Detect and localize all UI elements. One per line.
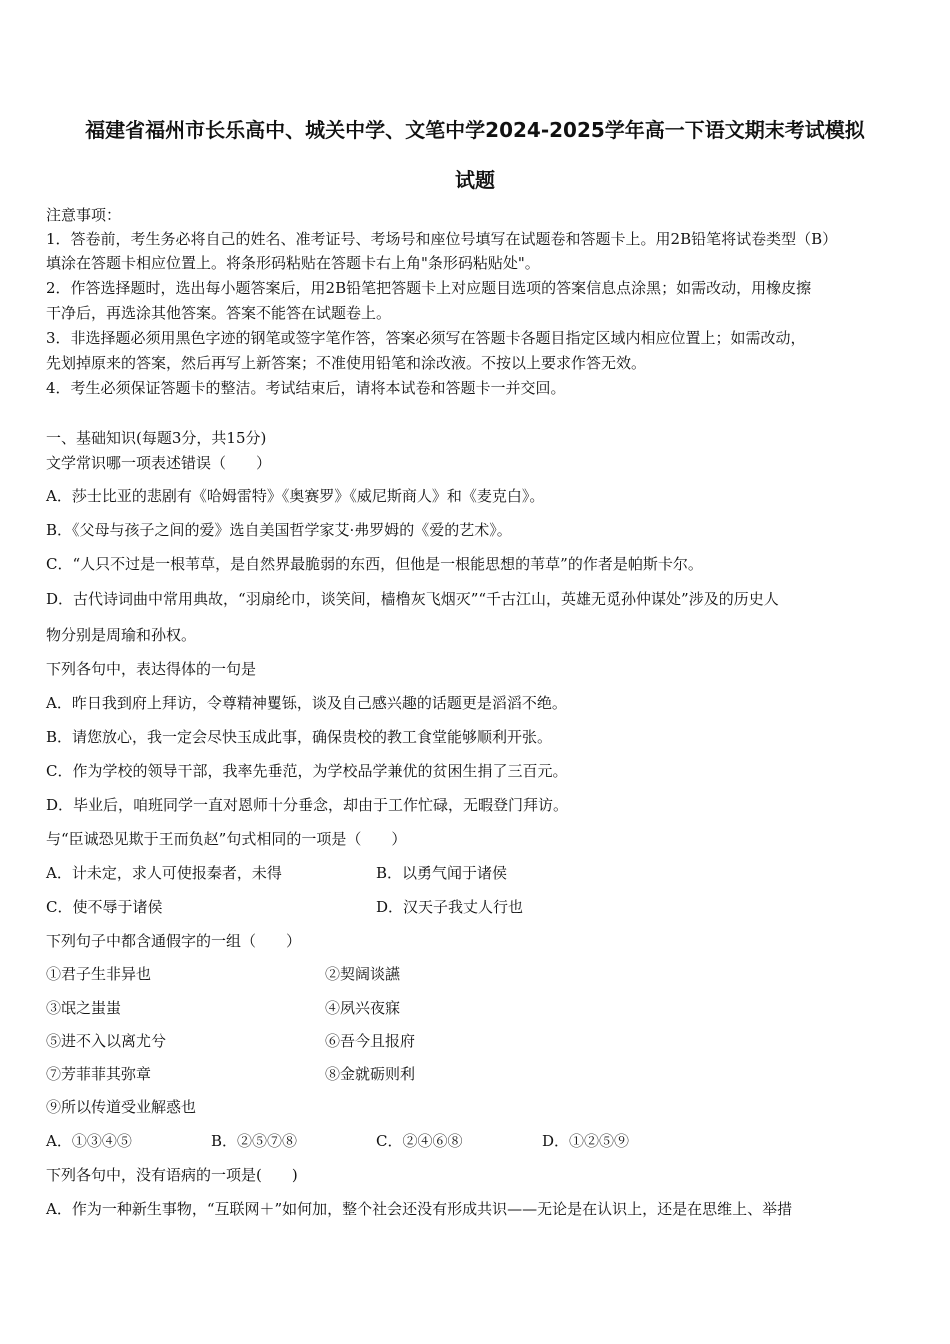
option-a: A．昨日我到府上拜访，令尊精神矍铄，谈及自己感兴趣的话题更是滔滔不绝。	[46, 694, 567, 712]
list-item: ⑨所以传道受业解惑也	[46, 1098, 197, 1116]
notice-line: 3．非选择题必须用黑色字迹的钢笔或签字笔作答，答案必须写在答题卡各题目指定区域内相应位置上；如需改动，	[46, 329, 806, 347]
question-stem: 下列句子中都含通假字的一组（ ）	[46, 932, 302, 950]
list-item: ⑤进不入以离尤兮	[46, 1032, 167, 1050]
option-d: D．汉天子我丈人行也	[376, 898, 524, 916]
notice-line: 1．答卷前，考生务必将自己的姓名、准考证号、考场号和座位号填写在试题卷和答题卡上。用2B铅笔将试卷类型（B）	[46, 230, 838, 248]
option-d-continued: 物分别是周瑜和孙权。	[46, 626, 197, 644]
notice-line: 2．作答选择题时，选出每小题答案后，用2B铅笔把答题卡上对应题目选项的答案信息点涂黑；如需改动，用橡皮擦	[46, 279, 812, 297]
option-a: A．①③④⑤	[46, 1132, 132, 1150]
list-item: ④夙兴夜寐	[325, 999, 401, 1017]
question-stem: 文学常识哪一项表述错误（ ）	[46, 454, 272, 472]
page-title-line1: 福建省福州市长乐高中、城关中学、文笔中学2024-2025学年高一下语文期末考试模拟	[85, 118, 865, 142]
option-c: C．作为学校的领导干部，我率先垂范，为学校品学兼优的贫困生捐了三百元。	[46, 762, 568, 780]
notice-heading: 注意事项：	[46, 206, 122, 224]
list-item: ⑥吾今且报府	[325, 1032, 416, 1050]
option-a: A．计未定，求人可使报秦者，未得	[46, 864, 282, 882]
notice-line: 先划掉原来的答案，然后再写上新答案；不准使用铅笔和涂改液。不按以上要求作答无效。	[46, 354, 647, 372]
option-b: B．②⑤⑦⑧	[211, 1132, 298, 1150]
option-b: B．《父母与孩子之间的爱》选自美国哲学家艾·弗罗姆的《爱的艺术》。	[46, 521, 512, 539]
notice-line: 填涂在答题卡相应位置上。将条形码粘贴在答题卡右上角"条形码粘贴处"。	[46, 254, 540, 272]
option-c: C．“人只不过是一根苇草，是自然界最脆弱的东西，但他是一根能思想的苇草”的作者是帕斯卡尔。	[46, 555, 703, 573]
option-d: D．毕业后，咱班同学一直对恩师十分垂念，却由于工作忙碌，无暇登门拜访。	[46, 796, 569, 814]
page-title-line2: 试题	[455, 168, 495, 192]
notice-line: 干净后，再选涂其他答案。答案不能答在试题卷上。	[46, 304, 392, 322]
option-b: B．请您放心，我一定会尽快玉成此事，确保贵校的教工食堂能够顺利开张。	[46, 728, 553, 746]
option-b: B．以勇气闻于诸侯	[376, 864, 508, 882]
option-c: C．②④⑥⑧	[376, 1132, 463, 1150]
notice-line: 4．考生必须保证答题卡的整洁。考试结束后，请将本试卷和答题卡一并交回。	[46, 379, 566, 397]
option-d: D．古代诗词曲中常用典故，“羽扇纶巾，谈笑间，樯橹灰飞烟灭”“千古江山，英雄无觅孙仲谋处”涉及的历史人	[46, 590, 779, 608]
option-a: A．作为一种新生事物，“互联网＋”如何加，整个社会还没有形成共识——无论是在认识上，还是在思维上、举措	[46, 1200, 793, 1218]
option-c: C．使不辱于诸侯	[46, 898, 163, 916]
list-item: ⑦芳菲菲其弥章	[46, 1065, 152, 1083]
list-item: ③氓之蚩蚩	[46, 999, 122, 1017]
option-a: A．莎士比亚的悲剧有《哈姆雷特》《奥赛罗》《威尼斯商人》和《麦克白》。	[46, 487, 545, 505]
list-item: ⑧金就砺则利	[325, 1065, 416, 1083]
question-stem: 与“臣诚恐见欺于王而负赵”句式相同的一项是（ ）	[46, 830, 407, 848]
question-stem: 下列各句中，没有语病的一项是( )	[46, 1166, 298, 1184]
list-item: ①君子生非异也	[46, 965, 152, 983]
section-heading: 一、基础知识(每题3分，共15分)	[46, 429, 267, 447]
question-stem: 下列各句中，表达得体的一句是	[46, 660, 257, 678]
option-d: D．①②⑤⑨	[542, 1132, 630, 1150]
list-item: ②契阔谈讌	[325, 965, 401, 983]
